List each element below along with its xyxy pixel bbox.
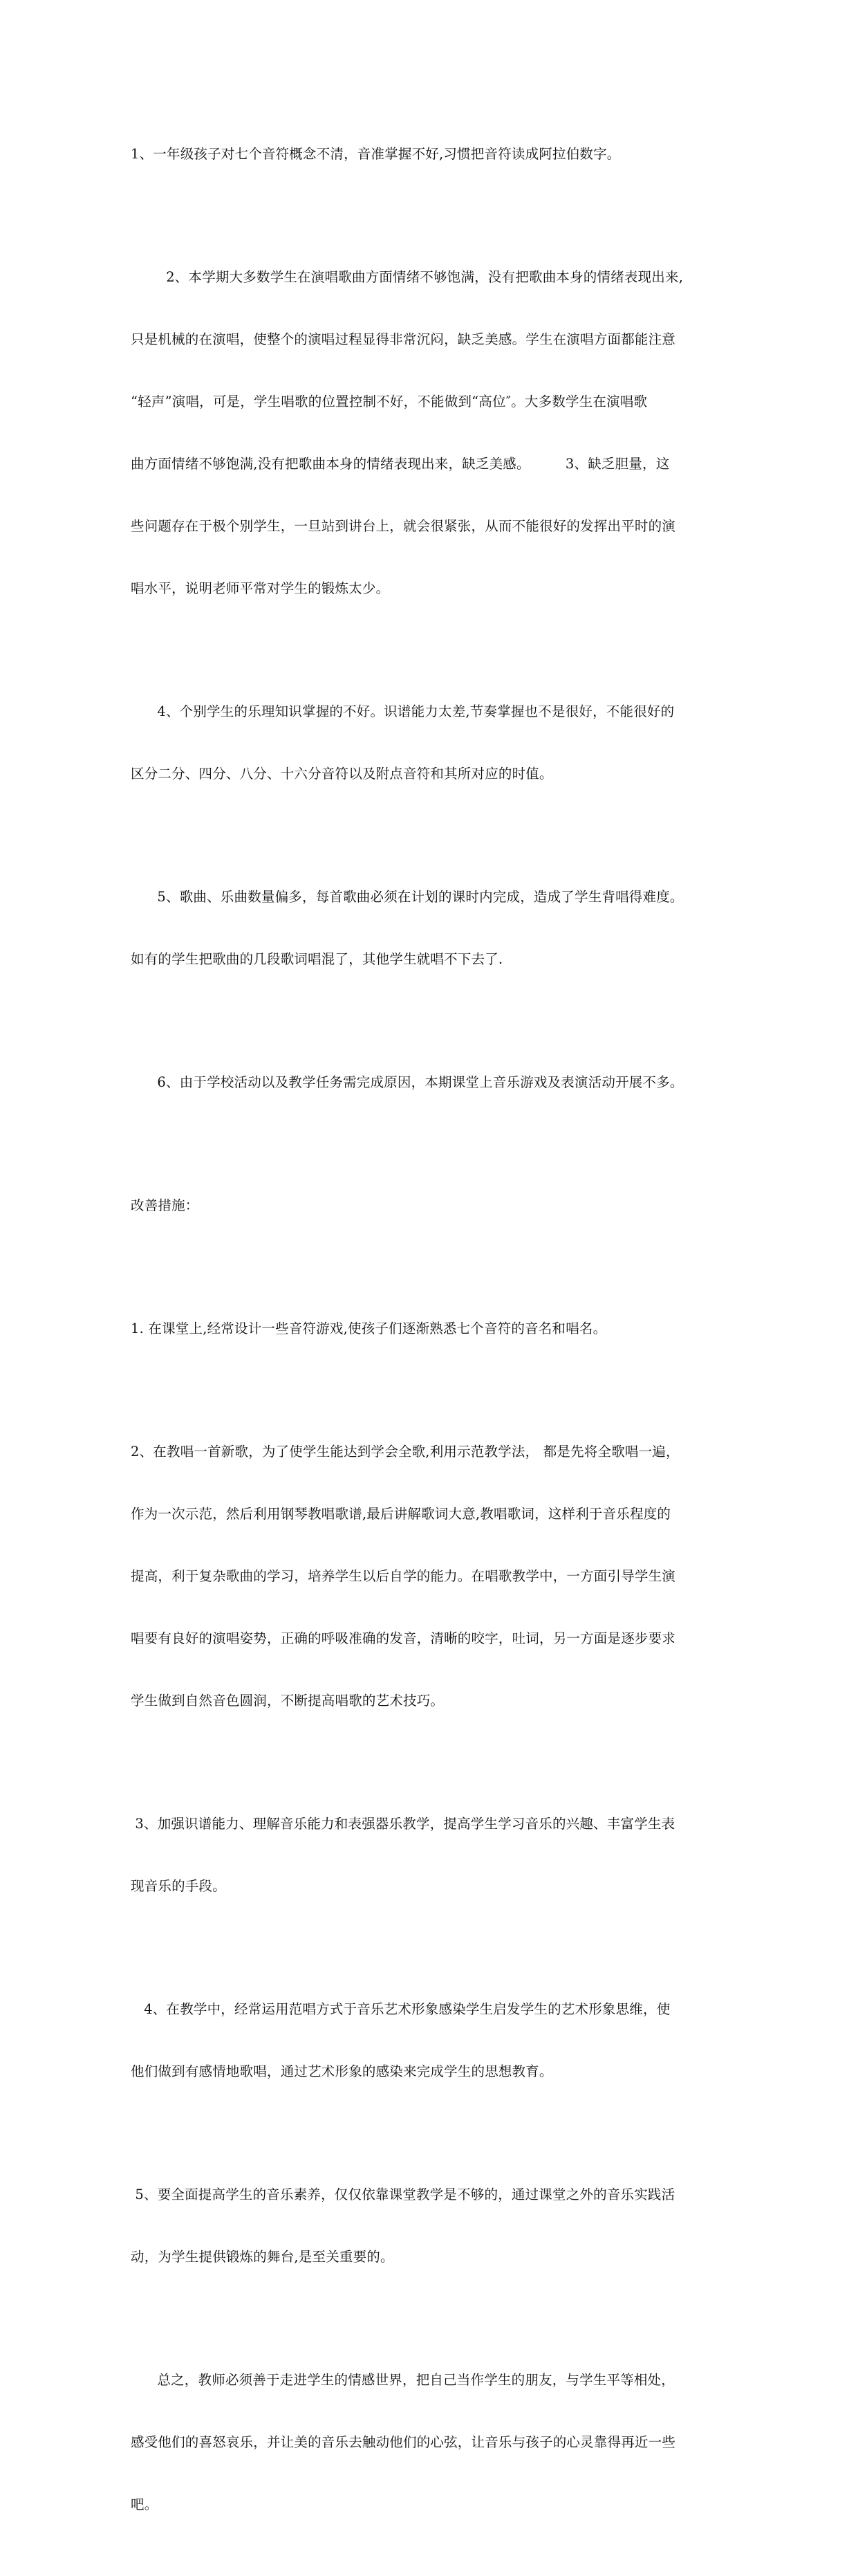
text-line: 只是机械的在演唱，使整个的演唱过程显得非常沉闷，缺乏美感。学生在演唱方面都能注意 bbox=[131, 331, 676, 347]
paragraph-measure-2 bbox=[131, 1400, 739, 1753]
text-line: 吧。 bbox=[131, 2496, 158, 2512]
text-line: 唱水平，说明老师平常对学生的锻炼太少。 bbox=[131, 580, 390, 596]
paragraph-measure-3 bbox=[131, 1772, 739, 1938]
section-heading-improvements bbox=[131, 1154, 739, 1258]
text-line: 如有的学生把歌曲的几段歌词唱混了，其他学生就唱不下去了. bbox=[131, 951, 503, 967]
document-body bbox=[131, 102, 739, 2576]
text-line: 5、要全面提高学生的音乐素养，仅仅依靠课堂教学是不够的，通过课堂之外的音乐实践活 bbox=[131, 2187, 675, 2202]
text-line: 2、本学期大多数学生在演唱歌曲方面情绪不够饱满，没有把歌曲本身的情绪表现出来, bbox=[131, 269, 684, 285]
text-line: 2、在教唱一首新歌，为了使学生能达到学会全歌,利用示范教学法， 都是先将全歌唱一遍， bbox=[131, 1444, 680, 1460]
text-line: 6、由于学校活动以及教学任务需完成原因，本期课堂上音乐游戏及表演活动开展不多。 bbox=[131, 1074, 684, 1090]
text-line: 曲方面情绪不够饱满,没有把歌曲本身的情绪表现出来，缺乏美感。 3、缺乏胆量，这 bbox=[131, 456, 670, 472]
text-line: 1、一年级孩子对七个音符概念不清，音准掌握不好,习惯把音符读成阿拉伯数字。 bbox=[131, 146, 621, 162]
text-line: 唱要有良好的演唱姿势，正确的呼吸准确的发音，清晰的咬字，吐词，另一方面是逐步要求 bbox=[131, 1630, 676, 1646]
text-line: 些问题存在于极个别学生，一旦站到讲台上，就会很紧张，从而不能很好的发挥出平时的演 bbox=[131, 518, 676, 534]
paragraph-problem-1 bbox=[131, 102, 739, 206]
text-line: 3、加强识谱能力、理解音乐能力和表强器乐教学，提高学生学习音乐的兴趣、丰富学生表 bbox=[131, 1816, 675, 1832]
text-line: 学生做到自然音色圆润，不断提高唱歌的艺术技巧。 bbox=[131, 1693, 445, 1709]
text-line: 1. 在课堂上,经常设计一些音符游戏,使孩子们逐渐熟悉七个音符的音名和唱名。 bbox=[131, 1321, 607, 1336]
text-line: 动，为学生提供锻炼的舞台,是至关重要的。 bbox=[131, 2249, 394, 2265]
text-line: 他们做到有感情地歌唱，通过艺术形象的感染来完成学生的思想教育。 bbox=[131, 2063, 553, 2079]
text-line: 提高，利于复杂歌曲的学习，培养学生以后自学的能力。在唱歌教学中，一方面引导学生演 bbox=[131, 1568, 676, 1584]
paragraph-problem-6 bbox=[131, 1031, 739, 1134]
paragraph-problem-2-3 bbox=[131, 226, 739, 641]
text-line: 5、歌曲、乐曲数量偏多，每首歌曲必须在计划的课时内完成，造成了学生背唱得难度。 bbox=[131, 889, 684, 905]
text-line: 感受他们的喜怒哀乐，并让美的音乐去触动他们的心弦，让音乐与孩子的心灵靠得再近一些 bbox=[131, 2434, 676, 2450]
text-line: 改善措施： bbox=[131, 1197, 199, 1213]
text-line: 作为一次示范，然后利用钢琴教唱歌谱,最后讲解歌词大意,教唱歌词，这样利于音乐程度的 bbox=[131, 1506, 671, 1522]
text-line: 区分二分、四分、八分、十六分音符以及附点音符和其所对应的时值。 bbox=[131, 766, 553, 782]
text-line: 4、个别学生的乐理知识掌握的不好。识谱能力太差,节奏掌握也不是很好，不能很好的 bbox=[131, 703, 675, 719]
text-line: 4、在教学中，经常运用范唱方式于音乐艺术形象感染学生启发学生的艺术形象思维，使 bbox=[131, 2001, 671, 2017]
paragraph-problem-5 bbox=[131, 845, 739, 1011]
paragraph-measure-1 bbox=[131, 1277, 739, 1381]
text-line: 现音乐的手段。 bbox=[131, 1878, 226, 1894]
paragraph-measure-5 bbox=[131, 2143, 739, 2309]
paragraph-measure-4 bbox=[131, 1958, 739, 2124]
paragraph-conclusion bbox=[131, 2328, 739, 2557]
paragraph-problem-4 bbox=[131, 660, 739, 826]
text-line: 总之，教师必须善于走进学生的情感世界，把自己当作学生的朋友，与学生平等相处， bbox=[131, 2372, 675, 2388]
text-line: “轻声”演唱，可是，学生唱歌的位置控制不好，不能做到“高位″。大多数学生在演唱歌 bbox=[131, 394, 648, 410]
